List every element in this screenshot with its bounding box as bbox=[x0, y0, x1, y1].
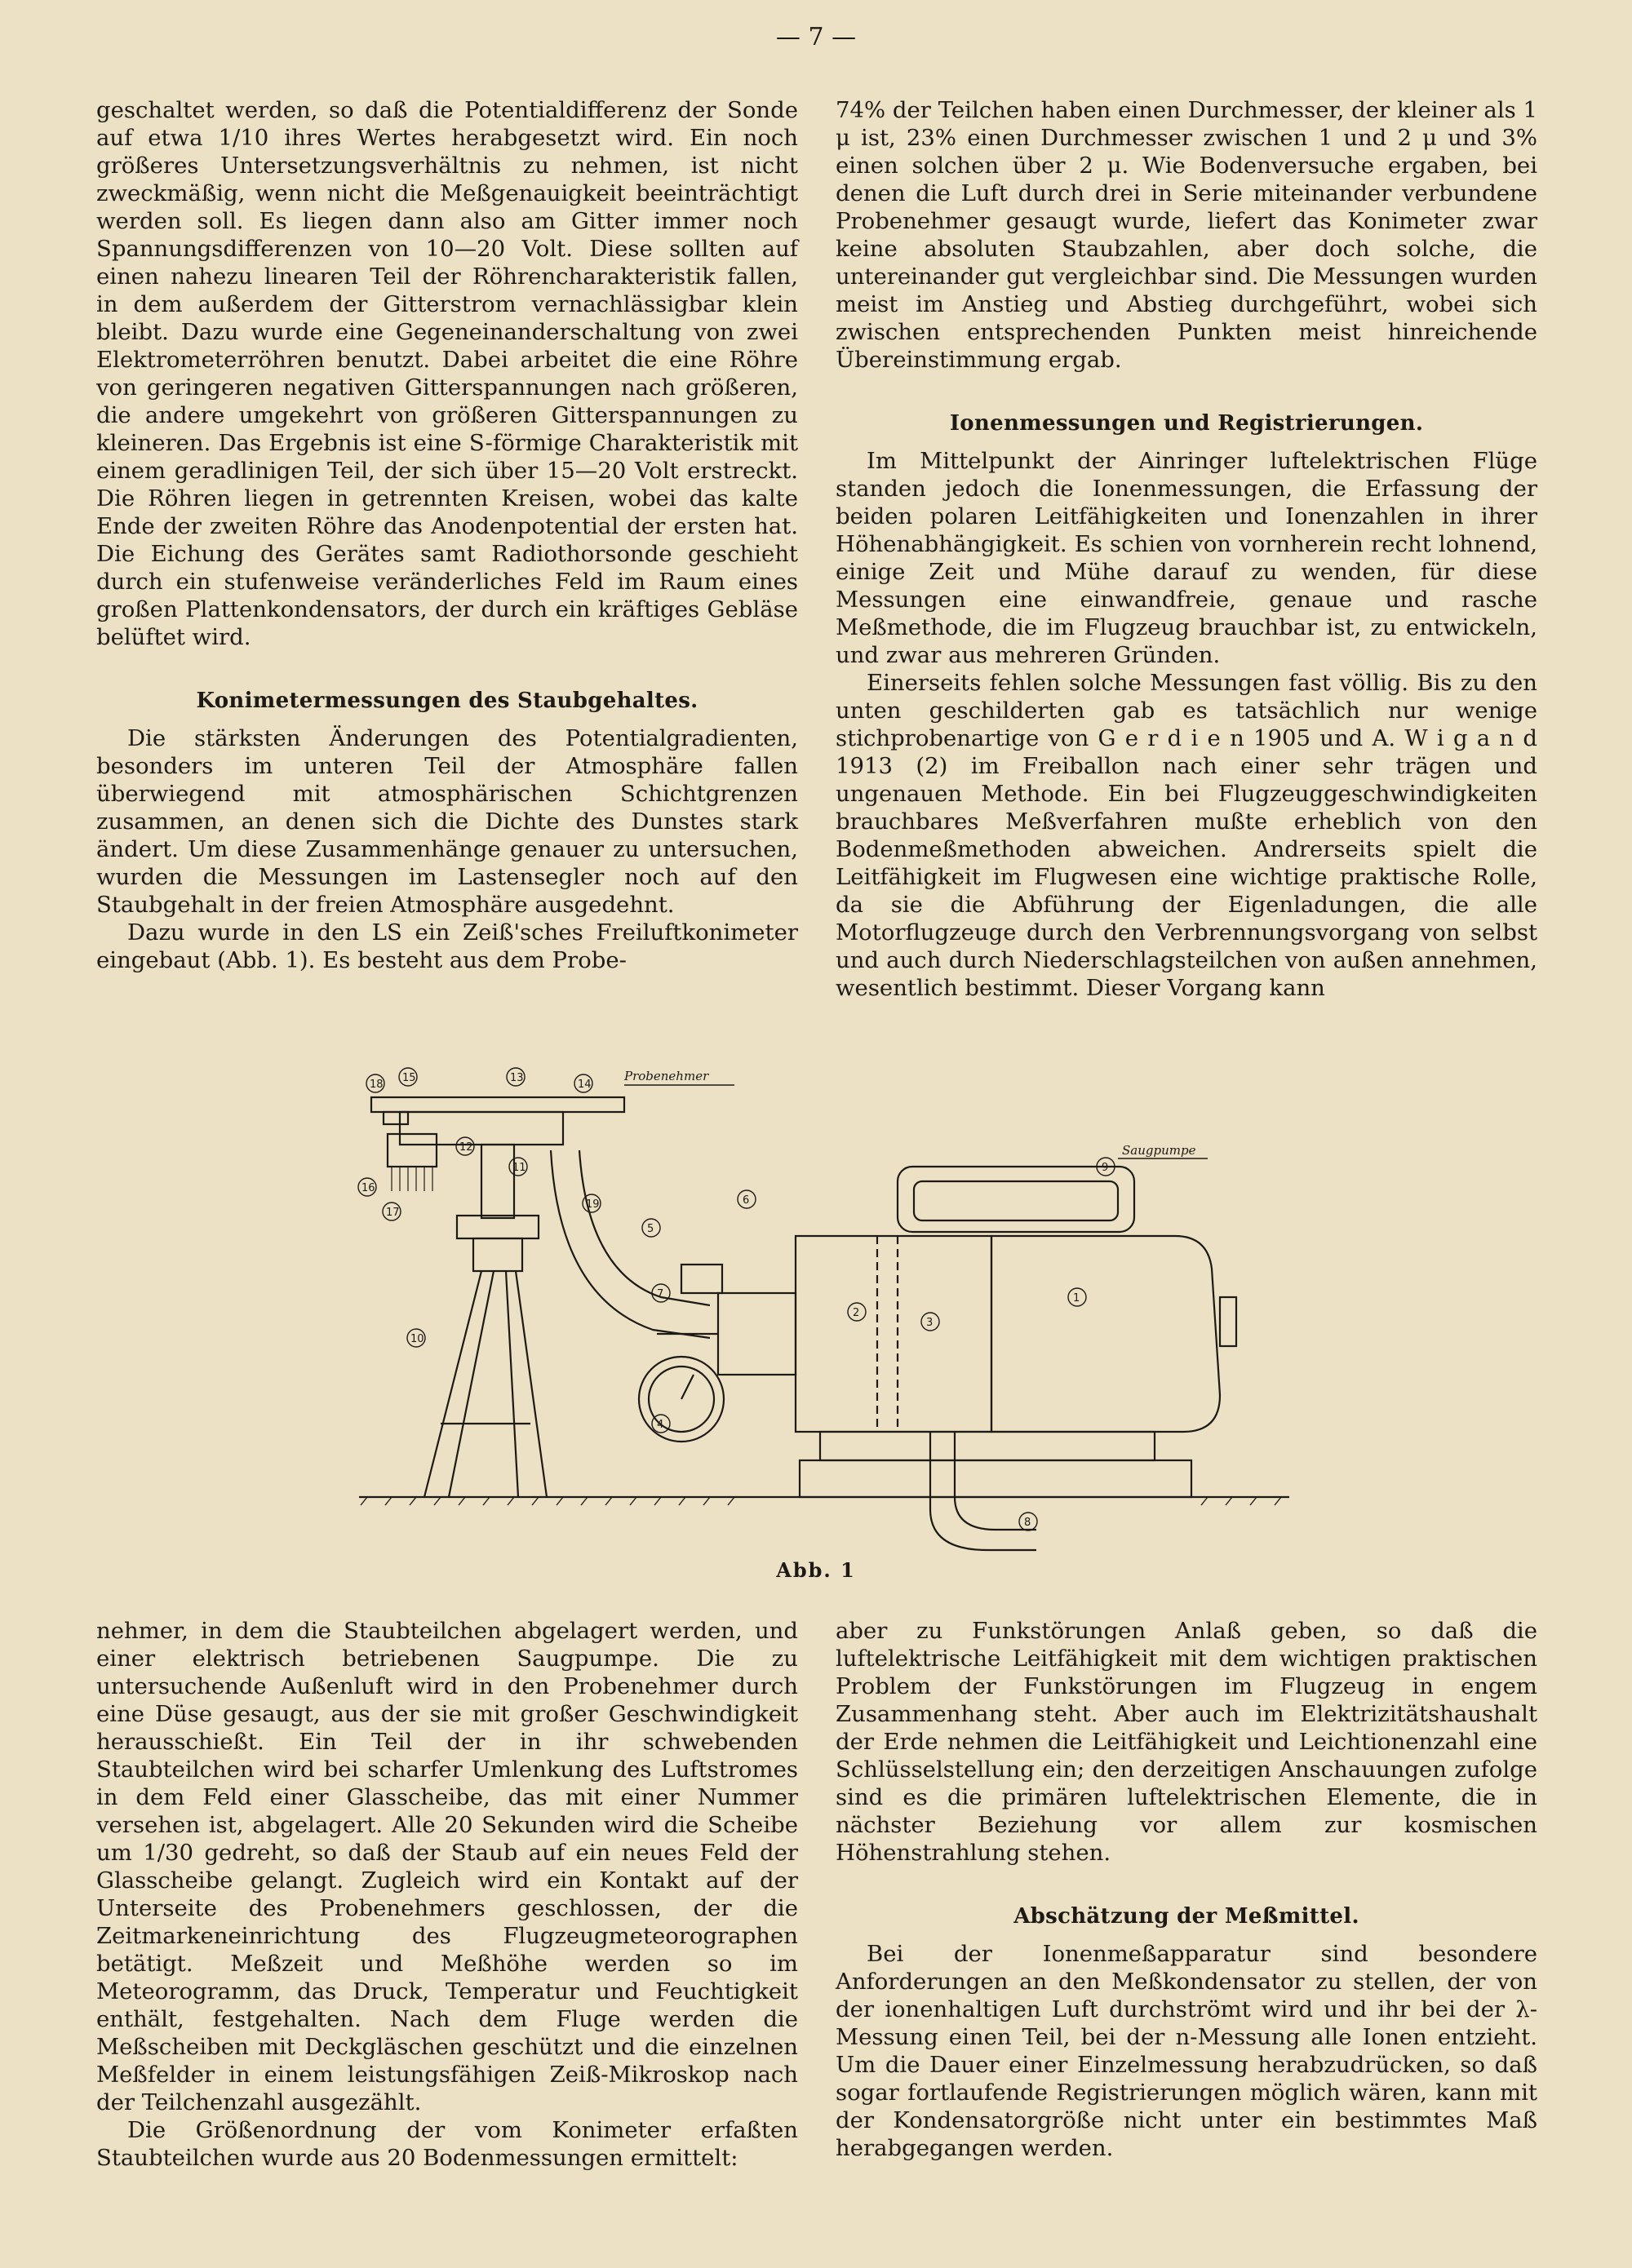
paragraph: nehmer, in dem die Staubteilchen abgelagert werden, und einer elektrisch betriebenen Saugpumpe. Die zu untersuchende Außenluft wird in den Probenehmer durch eine Düse gesaugt, aus der sie mit großer Geschwindigkeit herausschießt. Ein Teil der in ihr schwebenden Staubteilchen wird bei scharfer Umlenkung des Luftstromes in dem Feld einer Glasscheibe, das mit einer Nummer versehen ist, abgelagert. Alle 20 Sekunden wird die Scheibe um 1/30 gedreht, so daß der Staub auf ein neues Feld der Glasscheibe gelangt. Zugleich wird ein Kontakt auf der Unterseite des Probenehmers geschlossen, der die Zeitmarkeneinrichtung des Flugzeugmeteorographen betätigt. Meßzeit und Meßhöhe werden so im Meteorogramm, das Druck, Temperatur und Feuchtigkeit enthält, festgehalten. Nach dem Fluge werden die Meßscheiben mit Deckgläschen geschützt und die einzelnen Meßfelder in einem leistungsfähigen Zeiß-Mikroskop nach der Teilchenzahl ausgezählt. bbox=[96, 1618, 798, 2115]
hose-lower bbox=[579, 1150, 710, 1305]
paragraph: aber zu Funkstörungen Anlaß geben, so daß die luftelektrische Leitfähigkeit mit dem wichtigen praktischen Problem der Funkstörungen im Flugzeug in engem Zusammenhang steht. Aber auch im Elektrizitätshaushalt der Erde nehmen die Leitfähigkeit und Leichtionenzahl eine Schlüsselstellung ein; den derzeitigen Anschauungen zufolge sind es die primären luftelektrischen Elemente, die in nächster Beziehung vor allem zur kosmischen Höhenstrahlung stehen. bbox=[836, 1618, 1537, 1866]
ref-number: 16 bbox=[361, 1182, 375, 1194]
ref-number: 3 bbox=[926, 1317, 934, 1329]
ref-number: 14 bbox=[578, 1079, 592, 1091]
column-left-top bbox=[96, 96, 798, 974]
figure-konimeter bbox=[343, 1052, 1338, 1558]
column-right-bottom bbox=[836, 1617, 1537, 2162]
ref-number: 6 bbox=[743, 1194, 750, 1207]
ref-number: 18 bbox=[370, 1079, 384, 1091]
ref-number: 13 bbox=[510, 1072, 524, 1084]
section-heading-ionenmessungen: Ionenmessungen und Registrierungen. bbox=[949, 411, 1424, 436]
ref-number: 2 bbox=[853, 1307, 860, 1319]
saugpumpe bbox=[639, 1167, 1236, 1550]
ref-number: 7 bbox=[657, 1288, 664, 1300]
ref-number: 5 bbox=[647, 1223, 654, 1235]
section-heading-konimeter: Konimetermessungen des Staubgehaltes. bbox=[196, 689, 698, 713]
label-saugpumpe: Saugpumpe bbox=[1122, 1143, 1196, 1158]
ref-number: 1 bbox=[1073, 1292, 1080, 1305]
paragraph: Dazu wurde in den LS ein Zeiß'sches Freiluftkonimeter eingebaut (Abb. 1). Es besteht aus dem Probe- bbox=[96, 919, 798, 973]
paragraph: Bei der Ionenmeßapparatur sind besondere Anforderungen an den Meßkondensator zu stellen, der von der ionenhaltigen Luft durchströmt wird und ihr bei der λ-Messung einen Teil, bei der n-Messung alle Ionen entzieht. Um die Dauer einer Einzelmessung herabzudrücken, so daß sogar fortlaufende Registrierungen möglich wären, kann mit der Kondensatorgröße nicht unter ein bestimmtes Maß herabgegangen werden. bbox=[836, 1941, 1537, 2161]
ground-hatching bbox=[361, 1497, 1281, 1505]
paragraph: Im Mittelpunkt der Ainringer luftelektrischen Flüge standen jedoch die Ionenmessungen, die Erfassung der beiden polaren Leitfähigkeiten und Ionenzahlen in ihrer Höhenabhängigkeit. Es schien von vornherein recht lohnend, einige Zeit und Mühe darauf zu wenden, für diese Messungen eine einwandfreie, genaue und rasche Meßmethode, die im Flugzeug brauchbar ist, zu entwickeln, und zwar aus mehreren Gründen. bbox=[836, 448, 1537, 668]
figure-caption: Abb. 1 bbox=[776, 1558, 856, 1582]
label-probenehmer: Probenehmer bbox=[624, 1069, 709, 1083]
ref-number: 10 bbox=[410, 1333, 424, 1345]
paragraph: geschaltet werden, so daß die Potentialdifferenz der Sonde auf etwa 1/10 ihres Wertes herabgesetzt wird. Ein noch größeres Untersetzungsverhältnis zu nehmen, ist nicht zweckmäßig, wenn nicht die Meßgenauigkeit beeinträchtigt werden soll. Es liegen dann also am Gitter immer noch Spannungsdifferenzen von 10—20 Volt. Diese sollten auf einen nahezu linearen Teil der Röhrencharakteristik fallen, in dem außerdem der Gitterstrom vernachlässigbar klein bleibt. Dazu wurde eine Gegeneinanderschaltung von zwei Elektrometerröhren benutzt. Dabei arbeitet die eine Röhre von geringeren negativen Gitterspannungen nach größeren, die andere umgekehrt von größeren Gitterspannungen zu kleineren. Das Ergebnis ist eine S-förmige Charakteristik mit einem geradlinigen Teil, der sich über 15—20 Volt erstreckt. Die Röhren liegen in getrennten Kreisen, wobei das kalte Ende der zweiten Röhre das Anodenpotential der ersten hat. Die Eichung des Gerätes samt Radiothorsonde geschieht durch ein stufenweise veränderliches Feld im Raum eines großen Plattenkondensators, der durch ein kräftiges Gebläse belüftet wird. bbox=[96, 97, 798, 650]
paragraph: Einerseits fehlen solche Messungen fast völlig. Bis zu den unten geschilderten gab es tatsächlich nur wenige stichprobenartige von G e r d i e n 1905 und A. W i g a n d 1913 (2) im Freiballon nach einer sehr trägen und ungenauen Methode. Ein bei Flugzeuggeschwindigkeiten brauchbares Meßverfahren mußte erheblich von den Bodenmeßmethoden abweichen. Andrerseits spielt die Leitfähigkeit im Flugwesen eine wichtige praktische Rolle, da sie die Abführung der Eigenladungen, die alle Motorflugzeuge durch den Verbrennungsvorgang von selbst und auch durch Niederschlagsteilchen von außen annehmen, wesentlich bestimmt. Dieser Vorgang kann bbox=[836, 670, 1537, 1001]
ref-number: 4 bbox=[657, 1419, 664, 1431]
ref-number: 19 bbox=[586, 1198, 600, 1211]
ref-number: 8 bbox=[1024, 1517, 1031, 1529]
ref-number: 15 bbox=[402, 1072, 416, 1084]
ref-number: 12 bbox=[459, 1141, 473, 1154]
ref-number: 17 bbox=[386, 1207, 400, 1219]
page-number: — 7 — bbox=[775, 23, 857, 51]
column-left-bottom bbox=[96, 1617, 798, 2172]
ref-number: 9 bbox=[1102, 1162, 1109, 1174]
hose-upper bbox=[551, 1150, 710, 1338]
section-heading-abschaetzung: Abschätzung der Meßmittel. bbox=[1013, 1904, 1359, 1929]
konimeter-drawing bbox=[343, 1052, 1338, 1558]
ref-number: 11 bbox=[512, 1162, 526, 1174]
column-right-top bbox=[836, 96, 1537, 1002]
paragraph: 74% der Teilchen haben einen Durchmesser, der kleiner als 1 μ ist, 23% einen Durchmesser zwischen 1 und 2 μ und 3% einen solchen über 2 μ. Wie Bodenversuche ergaben, bei denen die Luft durch drei in Serie miteinander verbundene Probenehmer gesaugt wurde, liefert das Konimeter zwar keine absoluten Staubzahlen, aber doch solche, die untereinander gut vergleichbar sind. Die Messungen wurden meist im Anstieg und Abstieg durchgeführt, wobei sich zwischen entsprechenden Punkten meist hinreichende Übereinstimmung ergab. bbox=[836, 97, 1537, 373]
paragraph: Die stärksten Änderungen des Potentialgradienten, besonders im unteren Teil der Atmosphäre fallen überwiegend mit atmosphärischen Schichtgrenzen zusammen, an denen sich die Dichte des Dunstes stark ändert. Um diese Zusammenhänge genauer zu untersuchen, wurden die Messungen im Lastensegler noch auf den Staubgehalt in der freien Atmosphäre ausgedehnt. bbox=[96, 725, 798, 918]
paragraph: Die Größenordnung der vom Konimeter erfaßten Staubteilchen wurde aus 20 Bodenmessungen ermittelt: bbox=[96, 2117, 798, 2171]
tripod-stand bbox=[424, 1145, 547, 1497]
